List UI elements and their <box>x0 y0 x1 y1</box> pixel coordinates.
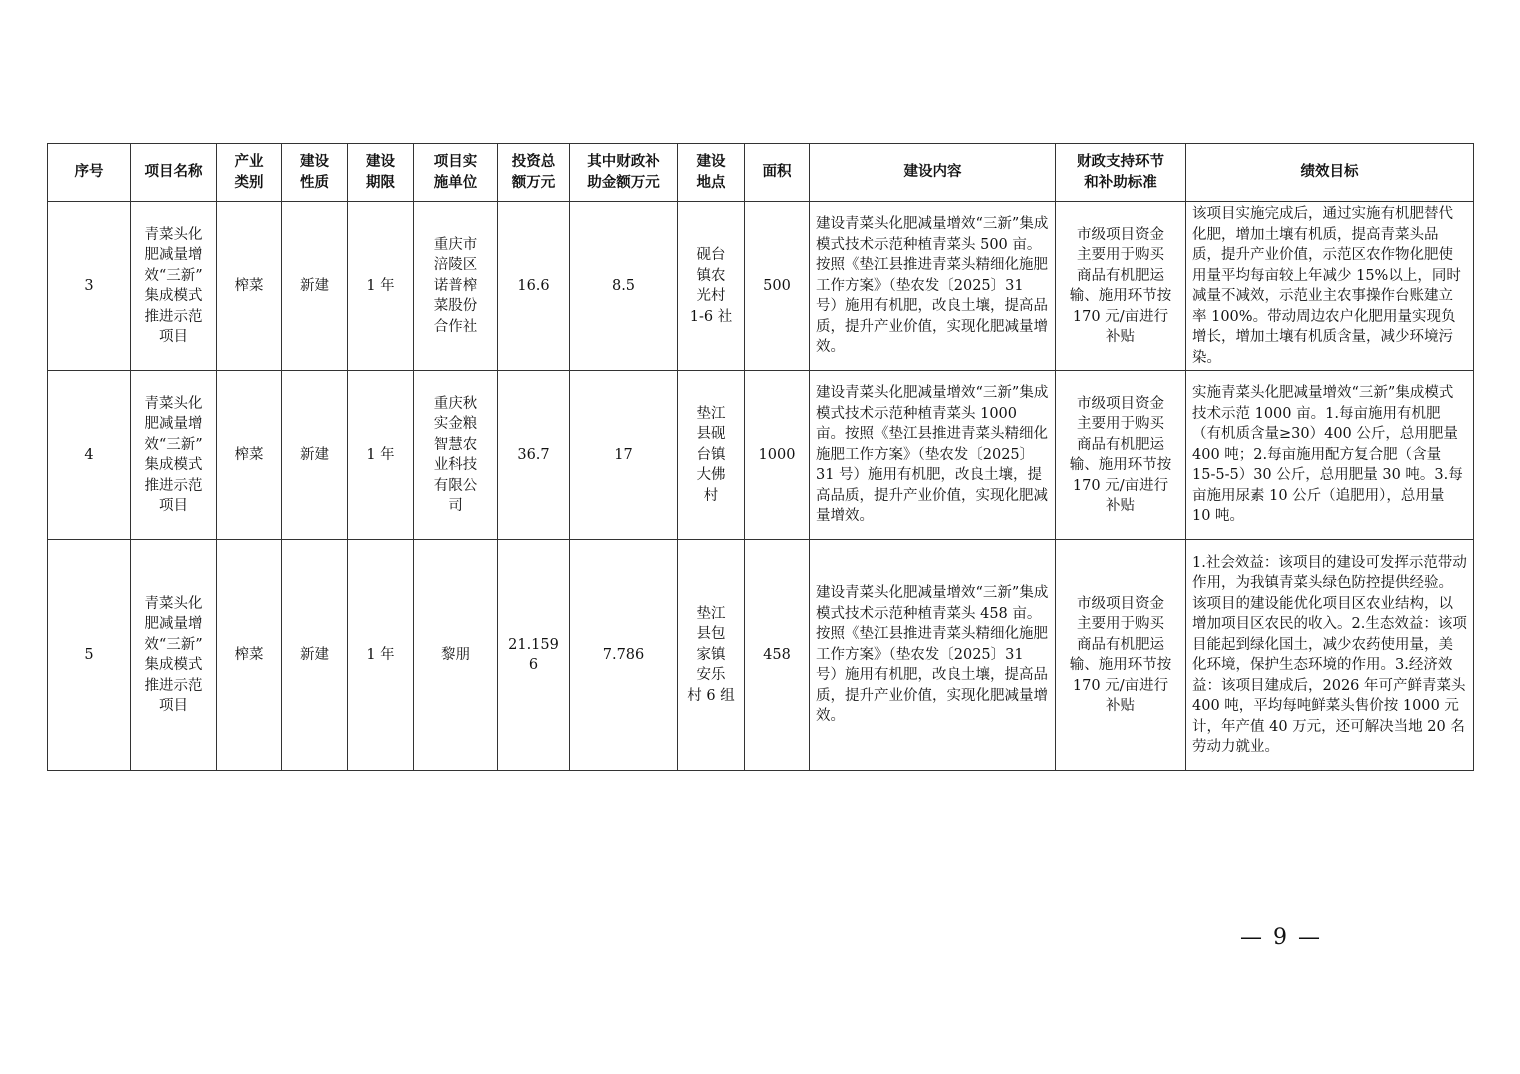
cell-no: 3 <box>48 202 131 371</box>
header-construction-content: 建设内容 <box>810 144 1056 202</box>
cell-target: 该项目实施完成后，通过实施有机肥替代化肥，增加土壤有机质，提高青菜头品质，提升产业价值，示范区农作物化肥使用量平均每亩较上年减少 15%以上，同时减量不减效，示范业主农事操作台账建立率 100%。带动周边农户化肥用量实现负增长，增加土壤有机质含量，减少环境污染。 <box>1186 202 1474 371</box>
header-industry-category: 产业 类别 <box>217 144 282 202</box>
cell-subsidy: 17 <box>570 371 678 540</box>
header-total-investment: 投资总 额万元 <box>498 144 570 202</box>
header-implementing-unit: 项目实 施单位 <box>414 144 498 202</box>
project-table <box>47 143 1474 771</box>
header-construction-nature: 建设 性质 <box>282 144 348 202</box>
header-no: 序号 <box>48 144 131 202</box>
cell-nature: 新建 <box>282 540 348 771</box>
cell-investment: 36.7 <box>498 371 570 540</box>
header-area: 面积 <box>745 144 810 202</box>
cell-area: 1000 <box>745 371 810 540</box>
cell-area: 500 <box>745 202 810 371</box>
cell-target: 实施青菜头化肥减量增效“三新”集成模式技术示范 1000 亩。1.每亩施用有机肥（有机质含量≥30）400 公斤，总用肥量 400 吨；2.每亩施用配方复合肥（含量 15-5-5）30 公斤，总用肥量 30 吨。3.每亩施用尿素 10 公斤（追肥用），总用量 10 吨。 <box>1186 371 1474 540</box>
cell-unit: 重庆市 涪陵区 诺普榨 菜股份 合作社 <box>414 202 498 371</box>
header-fiscal-support: 财政支持环节 和补助标准 <box>1056 144 1186 202</box>
cell-category: 榨菜 <box>217 202 282 371</box>
cell-support: 市级项目资金 主要用于购买 商品有机肥运 输、施用环节按 170 元/亩进行 补贴 <box>1056 540 1186 771</box>
header-fiscal-subsidy: 其中财政补 助金额万元 <box>570 144 678 202</box>
cell-no: 5 <box>48 540 131 771</box>
cell-support: 市级项目资金 主要用于购买 商品有机肥运 输、施用环节按 170 元/亩进行 补贴 <box>1056 202 1186 371</box>
header-performance-target: 绩效目标 <box>1186 144 1474 202</box>
cell-nature: 新建 <box>282 371 348 540</box>
table-row <box>48 540 1474 771</box>
cell-category: 榨菜 <box>217 540 282 771</box>
cell-investment: 21.159 6 <box>498 540 570 771</box>
cell-category: 榨菜 <box>217 371 282 540</box>
cell-period: 1 年 <box>348 371 414 540</box>
table-row <box>48 202 1474 371</box>
cell-project-name: 青菜头化 肥减量增 效“三新” 集成模式 推进示范 项目 <box>131 540 217 771</box>
cell-location: 砚台 镇农 光村 1-6 社 <box>678 202 745 371</box>
cell-location: 垫江 县砚 台镇 大佛 村 <box>678 371 745 540</box>
cell-subsidy: 8.5 <box>570 202 678 371</box>
table-row <box>48 371 1474 540</box>
cell-support: 市级项目资金 主要用于购买 商品有机肥运 输、施用环节按 170 元/亩进行 补贴 <box>1056 371 1186 540</box>
header-construction-period: 建设 期限 <box>348 144 414 202</box>
cell-unit: 重庆秋 实金粮 智慧农 业科技 有限公 司 <box>414 371 498 540</box>
cell-subsidy: 7.786 <box>570 540 678 771</box>
cell-location: 垫江 县包 家镇 安乐 村 6 组 <box>678 540 745 771</box>
cell-target: 1.社会效益：该项目的建设可发挥示范带动作用，为我镇青菜头绿色防控提供经验。该项目的建设能优化项目区农业结构，以增加项目区农民的收入。2.生态效益：该项目能起到绿化国土，减少农药使用量，美化环境，保护生态环境的作用。3.经济效益：该项目建成后，2026 年可产鲜青菜头 400 吨，平均每吨鲜菜头售价按 1000 元计，年产值 40 万元，还可解决当地 20 名劳动力就业。 <box>1186 540 1474 771</box>
cell-nature: 新建 <box>282 202 348 371</box>
cell-no: 4 <box>48 371 131 540</box>
cell-unit: 黎朋 <box>414 540 498 771</box>
cell-period: 1 年 <box>348 540 414 771</box>
header-project-name: 项目名称 <box>131 144 217 202</box>
cell-content: 建设青菜头化肥减量增效“三新”集成模式技术示范种植青菜头 458 亩。按照《垫江县推进青菜头精细化施肥工作方案》（垫农发〔2025〕31 号）施用有机肥，改良土壤，提高品质，提升产业价值，实现化肥减量增效。 <box>810 540 1056 771</box>
cell-period: 1 年 <box>348 202 414 371</box>
cell-area: 458 <box>745 540 810 771</box>
cell-investment: 16.6 <box>498 202 570 371</box>
cell-project-name: 青菜头化 肥减量增 效“三新” 集成模式 推进示范 项目 <box>131 371 217 540</box>
page-number: — 9 — <box>1240 925 1322 950</box>
header-location: 建设 地点 <box>678 144 745 202</box>
cell-content: 建设青菜头化肥减量增效“三新”集成模式技术示范种植青菜头 1000 亩。按照《垫江县推进青菜头精细化施肥工作方案》（垫农发〔2025〕31 号）施用有机肥，改良土壤，提高品质，提升产业价值，实现化肥减量增效。 <box>810 371 1056 540</box>
cell-project-name: 青菜头化 肥减量增 效“三新” 集成模式 推进示范 项目 <box>131 202 217 371</box>
cell-content: 建设青菜头化肥减量增效“三新”集成模式技术示范种植青菜头 500 亩。按照《垫江县推进青菜头精细化施肥工作方案》（垫农发〔2025〕31 号）施用有机肥，改良土壤，提高品质，提升产业价值，实现化肥减量增效。 <box>810 202 1056 371</box>
table-header-row <box>48 144 1474 202</box>
